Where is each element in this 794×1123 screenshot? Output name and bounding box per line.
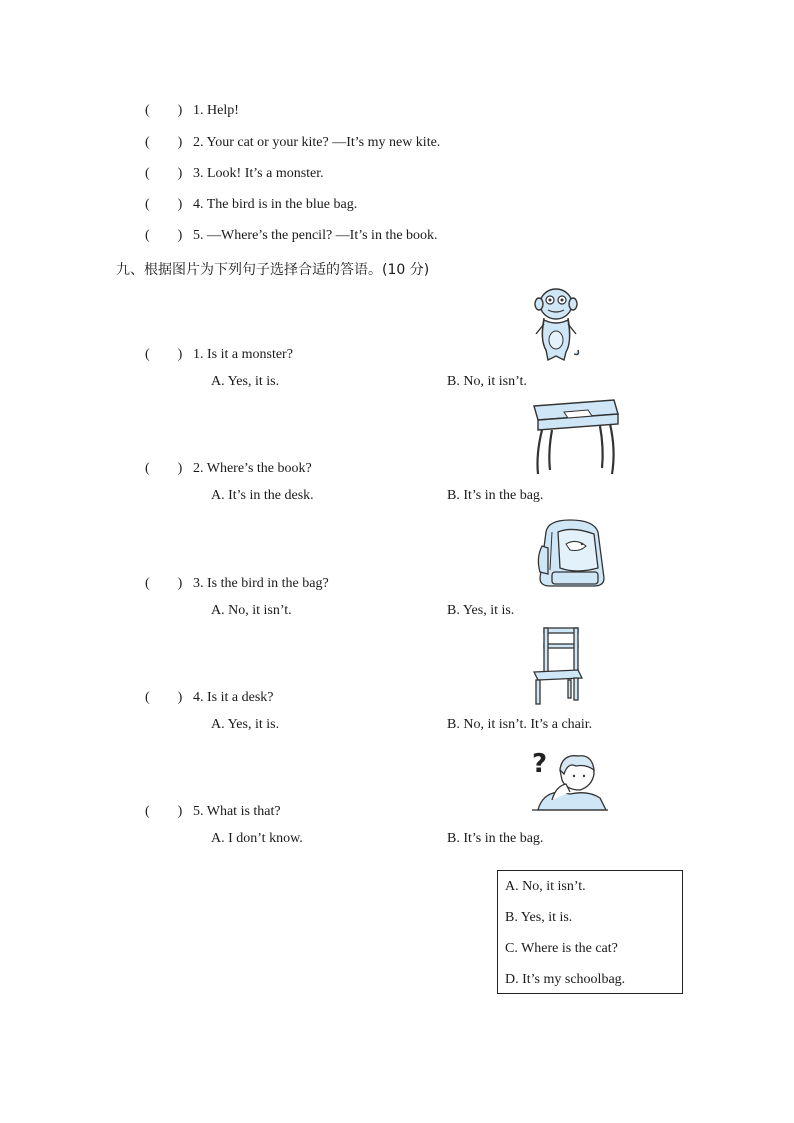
option-b[interactable]: B. It’s in the bag. [447, 488, 544, 503]
answer-blank[interactable]: ( ) [145, 197, 183, 212]
section-title: 九、根据图片为下列句子选择合适的答语。(10 分) [116, 262, 430, 278]
question-text: 3. Look! It’s a monster. [193, 166, 324, 181]
answer-blank[interactable]: ( ) [145, 576, 183, 591]
option-box [497, 870, 683, 994]
question-text: 2. Your cat or your kite? —It’s my new kite. [193, 135, 441, 150]
option-b[interactable]: B. No, it isn’t. [447, 374, 527, 389]
answer-blank[interactable]: ( ) [145, 461, 183, 476]
question-text: 3. Is the bird in the bag? [193, 576, 329, 591]
question-text: 5. What is that? [193, 804, 281, 819]
answer-blank[interactable]: ( ) [145, 228, 183, 243]
svg-text:?: ? [532, 749, 548, 779]
answer-blank[interactable]: ( ) [145, 103, 183, 118]
box-option: A. No, it isn’t. [505, 879, 586, 894]
monster-icon [528, 284, 584, 364]
chair-icon [530, 626, 586, 706]
option-a[interactable]: A. It’s in the desk. [211, 488, 314, 503]
answer-blank[interactable]: ( ) [145, 347, 183, 362]
answer-blank[interactable]: ( ) [145, 804, 183, 819]
answer-blank[interactable]: ( ) [145, 166, 183, 181]
question-text: 4. The bird is in the blue bag. [193, 197, 358, 212]
question-text: 5. —Where’s the pencil? —It’s in the book. [193, 228, 438, 243]
option-b[interactable]: B. Yes, it is. [447, 603, 515, 618]
question-text: 2. Where’s the book? [193, 461, 312, 476]
option-b[interactable]: B. It’s in the bag. [447, 831, 544, 846]
question-text: 1. Is it a monster? [193, 347, 293, 362]
option-a[interactable]: A. No, it isn’t. [211, 603, 292, 618]
schoolbag-icon [536, 518, 608, 588]
box-option: C. Where is the cat? [505, 941, 618, 956]
desk-icon [530, 398, 620, 478]
option-a[interactable]: A. Yes, it is. [211, 374, 280, 389]
question-text: 1. Help! [193, 103, 239, 118]
option-a[interactable]: A. Yes, it is. [211, 717, 280, 732]
answer-blank[interactable]: ( ) [145, 135, 183, 150]
option-a[interactable]: A. I don’t know. [211, 831, 303, 846]
option-b[interactable]: B. No, it isn’t. It’s a chair. [447, 717, 593, 732]
box-option: D. It’s my schoolbag. [505, 972, 626, 987]
box-option: B. Yes, it is. [505, 910, 573, 925]
answer-blank[interactable]: ( ) [145, 690, 183, 705]
question-text: 4. Is it a desk? [193, 690, 274, 705]
thinking-boy-icon [530, 748, 610, 812]
